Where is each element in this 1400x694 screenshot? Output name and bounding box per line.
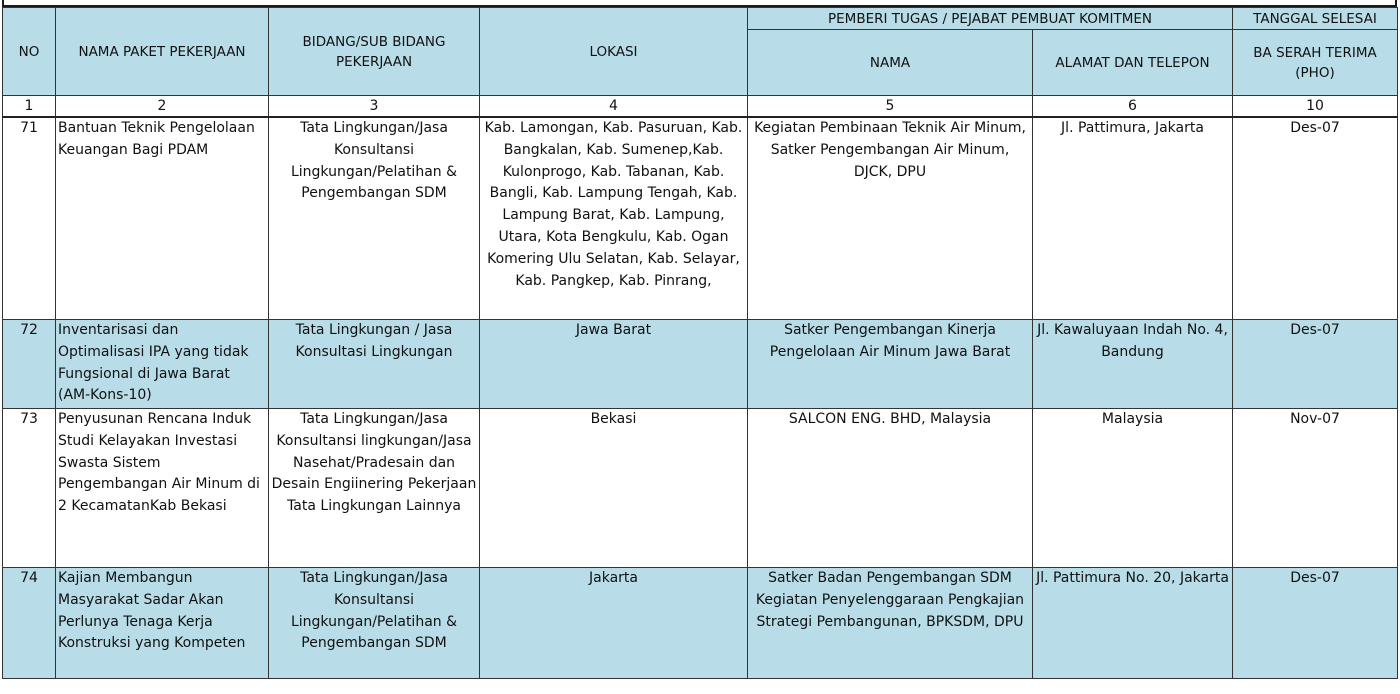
- column-number: 2: [56, 96, 269, 118]
- row-bidang: Tata Lingkungan / Jasa Konsultasi Lingkungan: [269, 320, 480, 409]
- row-nama-paket: Kajian Membangun Masyarakat Sadar Akan Perlunya Tenaga Kerja Konstruksi yang Kompeten: [56, 568, 269, 679]
- column-number: 3: [269, 96, 480, 118]
- header-bidang: BIDANG/SUB BIDANG PEKERJAAN: [269, 8, 480, 96]
- row-tanggal: Des-07: [1233, 117, 1398, 320]
- row-no: 73: [3, 409, 56, 568]
- row-lokasi: Jawa Barat: [480, 320, 748, 409]
- table-row: [3, 568, 1398, 679]
- row-tanggal: Des-07: [1233, 320, 1398, 409]
- row-nama-paket: Bantuan Teknik Pengelolaan Keuangan Bagi PDAM: [56, 117, 269, 320]
- row-alamat: Jl. Kawaluyaan Indah No. 4, Bandung: [1033, 320, 1233, 409]
- row-no: 71: [3, 117, 56, 320]
- column-number: 5: [748, 96, 1033, 118]
- project-experience-table: [2, 7, 1398, 679]
- column-number: 1: [3, 96, 56, 118]
- header-pemberi-tugas: PEMBERI TUGAS / PEJABAT PEMBUAT KOMITMEN: [748, 8, 1233, 30]
- table-row: [3, 320, 1398, 409]
- row-nama: Satker Pengembangan Kinerja Pengelolaan Air Minum Jawa Barat: [748, 320, 1033, 409]
- row-nama: SALCON ENG. BHD, Malaysia: [748, 409, 1033, 568]
- column-number: 4: [480, 96, 748, 118]
- row-bidang: Tata Lingkungan/Jasa Konsultansi lingkungan/Jasa Nasehat/Pradesain dan Desain Engiinering Pekerjaan Tata Lingkungan Lainnya: [269, 409, 480, 568]
- row-lokasi: Kab. Lamongan, Kab. Pasuruan, Kab. Bangkalan, Kab. Sumenep,Kab. Kulonprogo, Kab. Tabanan, Kab. Bangli, Kab. Lampung Tengah, Kab. Lampung Barat, Kab. Lampung, Utara, Kota Bengkulu, Kab. Ogan Komering Ulu Selatan, Kab. Selayar, Kab. Pangkep, Kab. Pinrang,: [480, 117, 748, 320]
- row-tanggal: Nov-07: [1233, 409, 1398, 568]
- row-nama-paket: Penyusunan Rencana Induk Studi Kelayakan Investasi Swasta Sistem Pengembangan Air Minum di 2 KecamatanKab Bekasi: [56, 409, 269, 568]
- row-no: 74: [3, 568, 56, 679]
- table-row: [3, 409, 1398, 568]
- header-ba-serah-terima: BA SERAH TERIMA (PHO): [1233, 30, 1398, 96]
- row-nama: Kegiatan Pembinaan Teknik Air Minum, Satker Pengembangan Air Minum, DJCK, DPU: [748, 117, 1033, 320]
- column-number: 6: [1033, 96, 1233, 118]
- header-lokasi: LOKASI: [480, 8, 748, 96]
- row-alamat: Jl. Pattimura, Jakarta: [1033, 117, 1233, 320]
- header-nama-paket: NAMA PAKET PEKERJAAN: [56, 8, 269, 96]
- header-nama: NAMA: [748, 30, 1033, 96]
- row-bidang: Tata Lingkungan/Jasa Konsultansi Lingkungan/Pelatihan & Pengembangan SDM: [269, 117, 480, 320]
- header-alamat: ALAMAT DAN TELEPON: [1033, 30, 1233, 96]
- header-tanggal-selesai: TANGGAL SELESAI: [1233, 8, 1398, 30]
- row-nama: Satker Badan Pengembangan SDM Kegiatan Penyelenggaraan Pengkajian Strategi Pembangunan, BPKSDM, DPU: [748, 568, 1033, 679]
- row-lokasi: Jakarta: [480, 568, 748, 679]
- row-tanggal: Des-07: [1233, 568, 1398, 679]
- header-no: NO: [3, 8, 56, 96]
- row-bidang: Tata Lingkungan/Jasa Konsultansi Lingkungan/Pelatihan & Pengembangan SDM: [269, 568, 480, 679]
- row-alamat: Jl. Pattimura No. 20, Jakarta: [1033, 568, 1233, 679]
- row-alamat: Malaysia: [1033, 409, 1233, 568]
- column-number: 10: [1233, 96, 1398, 118]
- row-nama-paket: Inventarisasi dan Optimalisasi IPA yang tidak Fungsional di Jawa Barat (AM-Kons-10): [56, 320, 269, 409]
- row-lokasi: Bekasi: [480, 409, 748, 568]
- table-row: [3, 117, 1398, 320]
- row-no: 72: [3, 320, 56, 409]
